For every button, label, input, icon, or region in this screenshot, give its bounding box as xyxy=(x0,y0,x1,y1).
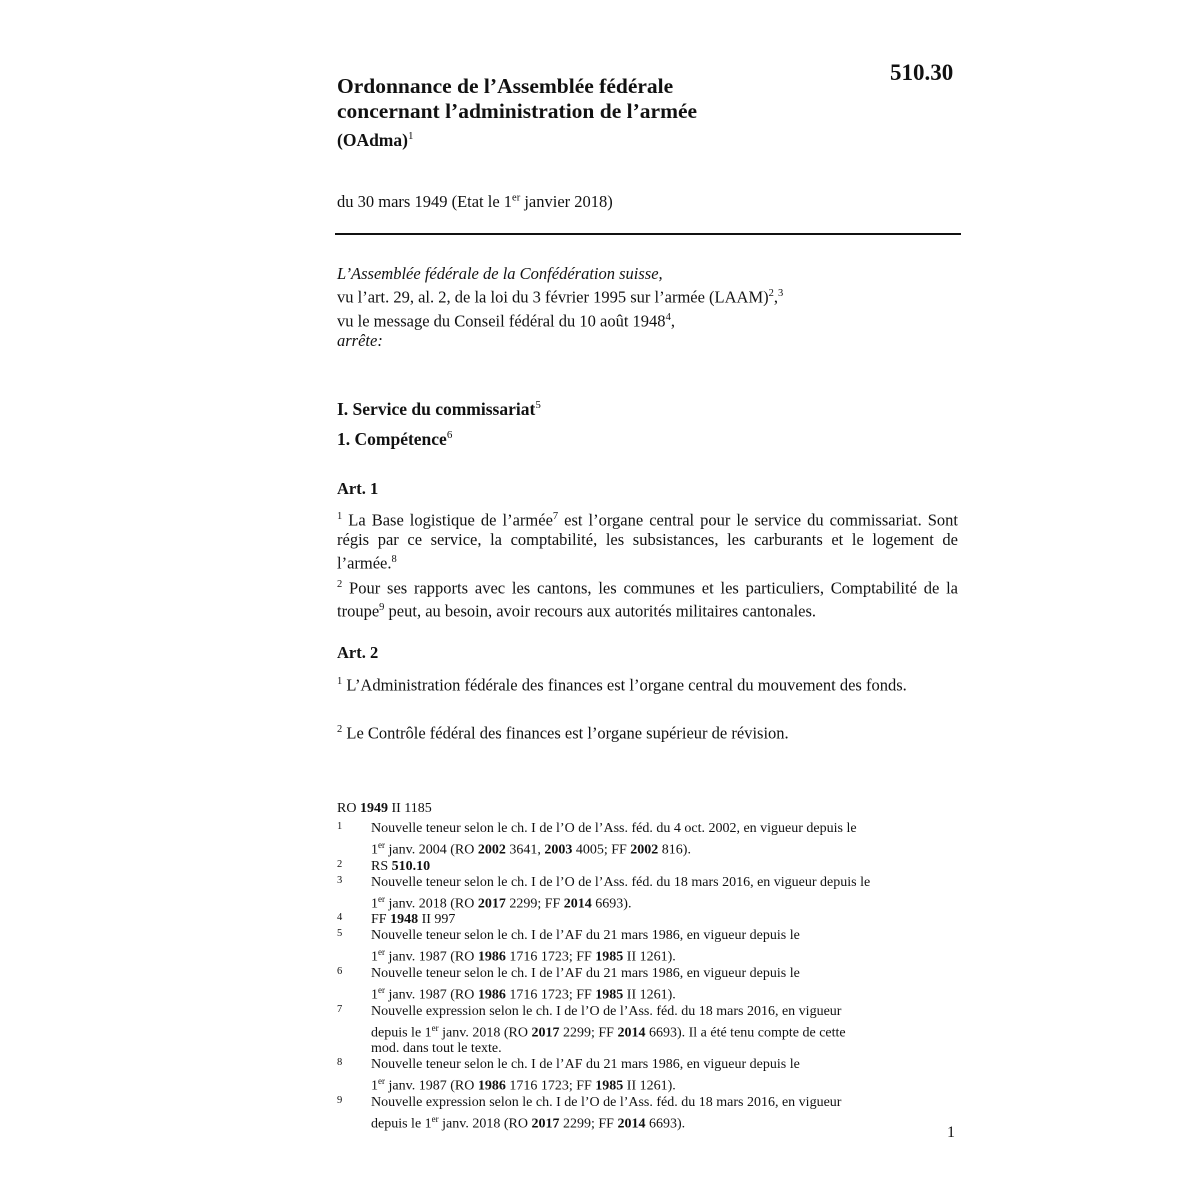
bold-year: 2017 xyxy=(477,896,506,912)
footnote-text: Nouvelle teneur selon le ch. I de l’AF du 21 mars 1986, en vigueur depuis le xyxy=(371,965,800,981)
footnote-ref[interactable]: 8 xyxy=(391,553,397,565)
section-subtitle-text: 1. Compétence xyxy=(337,429,447,449)
document-title xyxy=(337,74,697,124)
date-sup: er xyxy=(512,192,521,204)
text: 2299; FF xyxy=(505,896,564,912)
page-number: 1 xyxy=(947,1124,955,1141)
horizontal-rule xyxy=(335,233,961,235)
abbreviation-text: (OAdma) xyxy=(337,130,408,150)
paragraph-text: Le Contrôle fédéral des finances est l’organe supérieur de révision. xyxy=(342,723,789,743)
article-1-paragraph-2 xyxy=(337,575,958,621)
footnote-ref[interactable]: 7 xyxy=(552,511,559,522)
article-2-paragraph-1 xyxy=(337,672,958,695)
bold-year: 1985 xyxy=(595,987,624,1003)
preamble-vu-1 xyxy=(337,284,961,308)
footnote-text xyxy=(371,1020,957,1042)
footnote-number: 2 xyxy=(337,858,343,870)
footnote-text: Nouvelle teneur selon le ch. I de l’AF du 21 mars 1986, en vigueur depuis le xyxy=(371,928,800,944)
footnote-text: Nouvelle expression selon le ch. I de l’O de l’Ass. féd. du 18 mars 2016, en vigueur xyxy=(371,1003,842,1019)
paragraph-text: est l’organe central pour le service du commissariat. Sont régis par ce service, la comptabilité, les subsistances, les carburants et le logement de l’armée. xyxy=(337,510,958,572)
vu1-comma: , xyxy=(773,287,778,307)
text: janv. 1987 (RO xyxy=(385,987,478,1003)
source-prefix: RO xyxy=(337,801,360,816)
article-1-heading: Art. 1 xyxy=(337,479,379,498)
article-1-paragraph-1 xyxy=(337,507,958,573)
footnote-text: 1er janv. 2018 (RO 2017 2299; FF 2014 6693). xyxy=(371,893,632,912)
text: depuis le 1 xyxy=(371,1116,432,1132)
bold-year: 2014 xyxy=(617,1116,646,1132)
footnote-text: 1er janv. 1987 (RO 1986 1716 1723; FF 1985 II 1261). xyxy=(371,1076,676,1094)
bold-year: 2003 xyxy=(544,842,573,858)
text: 1716 1723; FF xyxy=(505,987,596,1003)
superscript: er xyxy=(378,1076,385,1087)
section-subtitle xyxy=(337,429,452,450)
bold-year: 2002 xyxy=(477,842,506,858)
footnote-text xyxy=(371,912,957,928)
bold-year: 2017 xyxy=(531,1116,560,1132)
date-prefix: du 30 mars 1949 (Etat le 1 xyxy=(337,192,513,211)
text: 6693). Il a été tenu compte de cette xyxy=(645,1025,846,1041)
bold-year: 1985 xyxy=(595,949,624,965)
text: 6693). xyxy=(645,1116,686,1132)
bold-year: 1986 xyxy=(477,987,506,1003)
text: 816). xyxy=(658,842,691,858)
footnote-1 xyxy=(337,821,957,859)
text: 4005; FF xyxy=(572,842,631,858)
paragraph-number: 1 xyxy=(337,676,343,687)
superscript: er xyxy=(378,840,385,850)
footnote-number: 1 xyxy=(337,821,343,832)
footnote-9 xyxy=(337,1095,957,1133)
article-2-paragraph-2 xyxy=(337,720,958,743)
footnote-text: 1er janv. 1987 (RO 1986 1716 1723; FF 1985 II 1261). xyxy=(371,947,676,965)
text: 6693). xyxy=(591,896,632,912)
preamble-vu-2 xyxy=(337,308,961,332)
footnote-4 xyxy=(337,912,957,928)
footnote-source xyxy=(337,801,432,817)
paragraph-number: 2 xyxy=(337,579,343,590)
footnote-ref[interactable]: 9 xyxy=(379,602,385,613)
footnote-5 xyxy=(337,928,957,966)
text: janv. 1987 (RO xyxy=(385,949,478,965)
vu2-text: vu le message du Conseil fédéral du 10 août 1948 xyxy=(337,311,666,330)
superscript: er xyxy=(431,1113,439,1124)
footnote-text: Nouvelle teneur selon le ch. I de l’AF du 21 mars 1986, en vigueur depuis le xyxy=(371,1057,800,1073)
footnote-ref[interactable]: 2 xyxy=(768,288,774,299)
text: 2299; FF xyxy=(559,1116,618,1132)
abbreviation xyxy=(337,130,413,151)
text: 1716 1723; FF xyxy=(505,949,596,965)
text: 1716 1723; FF xyxy=(505,1078,596,1094)
source-rest: II 1185 xyxy=(387,801,432,816)
vu2-end: , xyxy=(670,311,675,330)
bold-year: 2002 xyxy=(630,842,659,858)
preamble-arrete: arrête: xyxy=(337,331,383,350)
text: 3641, xyxy=(505,842,545,858)
bold-year: 1948 xyxy=(390,912,419,928)
footnote-text xyxy=(371,1111,957,1133)
text: II 1261). xyxy=(623,1078,676,1094)
footnote-ref[interactable]: 3 xyxy=(778,288,784,299)
footnote-ref[interactable]: 5 xyxy=(535,399,541,412)
paragraph-text: peut, au besoin, avoir recours aux autorités militaires cantonales. xyxy=(384,601,817,621)
paragraph-text: La Base logistique de l’armée xyxy=(342,510,553,530)
text: depuis le 1 xyxy=(371,1025,432,1041)
source-year: 1949 xyxy=(359,801,388,816)
footnote-number: 4 xyxy=(337,912,343,924)
text: RS xyxy=(371,858,392,874)
bold-year: 1986 xyxy=(477,949,506,965)
footnotes xyxy=(337,821,957,1133)
bold-year: 1985 xyxy=(595,1078,624,1094)
superscript: er xyxy=(431,1022,439,1033)
footnote-number: 8 xyxy=(337,1057,343,1069)
bold-year: 1986 xyxy=(477,1078,506,1094)
footnote-ref[interactable]: 1 xyxy=(407,130,414,143)
superscript: er xyxy=(378,984,385,995)
section-title xyxy=(337,399,541,420)
footnote-7 xyxy=(337,1004,957,1058)
preamble-intro: L’Assemblée fédérale de la Confédération suisse, xyxy=(337,264,663,283)
footnote-text: Nouvelle expression selon le ch. I de l’O de l’Ass. féd. du 18 mars 2016, en vigueur xyxy=(371,1094,842,1110)
bold-ref: 510.10 xyxy=(391,858,431,874)
preamble xyxy=(337,264,961,351)
text: janv. 2018 (RO xyxy=(385,896,478,912)
paragraph-text: L’Administration fédérale des finances est l’organe central du mouvement des fonds. xyxy=(342,675,907,695)
document-date xyxy=(337,192,613,212)
text: FF xyxy=(371,912,391,928)
paragraph-number: 1 xyxy=(337,511,343,522)
footnote-3 xyxy=(337,875,957,913)
footnote-ref[interactable]: 6 xyxy=(446,429,453,442)
text: 2299; FF xyxy=(559,1025,618,1041)
text: janv. 2018 (RO xyxy=(438,1025,532,1041)
sr-number: 510.30 xyxy=(890,60,954,85)
footnote-text: Nouvelle teneur selon le ch. I de l’O de l’Ass. féd. du 4 oct. 2002, en vigueur depuis le xyxy=(371,821,857,836)
footnote-text: mod. dans tout le texte. xyxy=(371,1041,502,1057)
footnote-text: 1er janv. 1987 (RO 1986 1716 1723; FF 1985 II 1261). xyxy=(371,984,676,1003)
bold-year: 2014 xyxy=(617,1025,646,1041)
text: II 997 xyxy=(418,912,456,928)
title-line-1: Ordonnance de l’Assemblée fédérale xyxy=(337,74,674,98)
text: janv. 2018 (RO xyxy=(438,1116,532,1132)
paragraph-text: Pour ses rapports avec les cantons, les communes et les particuliers, Comptabilité de la troupe xyxy=(337,578,958,621)
footnote-number: 5 xyxy=(337,928,343,940)
footnote-text xyxy=(371,859,957,875)
text: II 1261). xyxy=(623,949,676,965)
article-2-heading: Art. 2 xyxy=(337,643,379,662)
bold-year: 2014 xyxy=(563,896,592,912)
footnote-6 xyxy=(337,966,957,1004)
footnote-number: 7 xyxy=(337,1003,343,1015)
text: janv. 1987 (RO xyxy=(385,1078,478,1094)
footnote-text: 1er janv. 2004 (RO 2002 3641, 2003 4005; FF 2002 816). xyxy=(371,840,691,858)
footnote-number: 6 xyxy=(337,965,343,977)
section-title-text: I. Service du commissariat xyxy=(337,399,536,419)
title-line-2: concernant l’administration de l’armée xyxy=(337,99,698,123)
text: janv. 2004 (RO xyxy=(385,842,478,858)
footnote-8 xyxy=(337,1057,957,1095)
paragraph-number: 2 xyxy=(337,724,343,735)
vu1-text: vu l’art. 29, al. 2, de la loi du 3 février 1995 sur l’armée (LAAM) xyxy=(337,287,769,307)
superscript: er xyxy=(378,893,385,904)
footnote-2 xyxy=(337,859,957,875)
date-suffix: janvier 2018) xyxy=(520,192,613,211)
bold-year: 2017 xyxy=(531,1025,560,1041)
footnote-text: Nouvelle teneur selon le ch. I de l’O de l’Ass. féd. du 18 mars 2016, en vigueur depuis le xyxy=(371,874,871,890)
footnote-number: 9 xyxy=(337,1094,343,1106)
footnote-number: 3 xyxy=(337,874,343,886)
superscript: er xyxy=(378,947,385,958)
footnote-ref[interactable]: 4 xyxy=(665,311,671,323)
text: II 1261). xyxy=(623,987,676,1003)
